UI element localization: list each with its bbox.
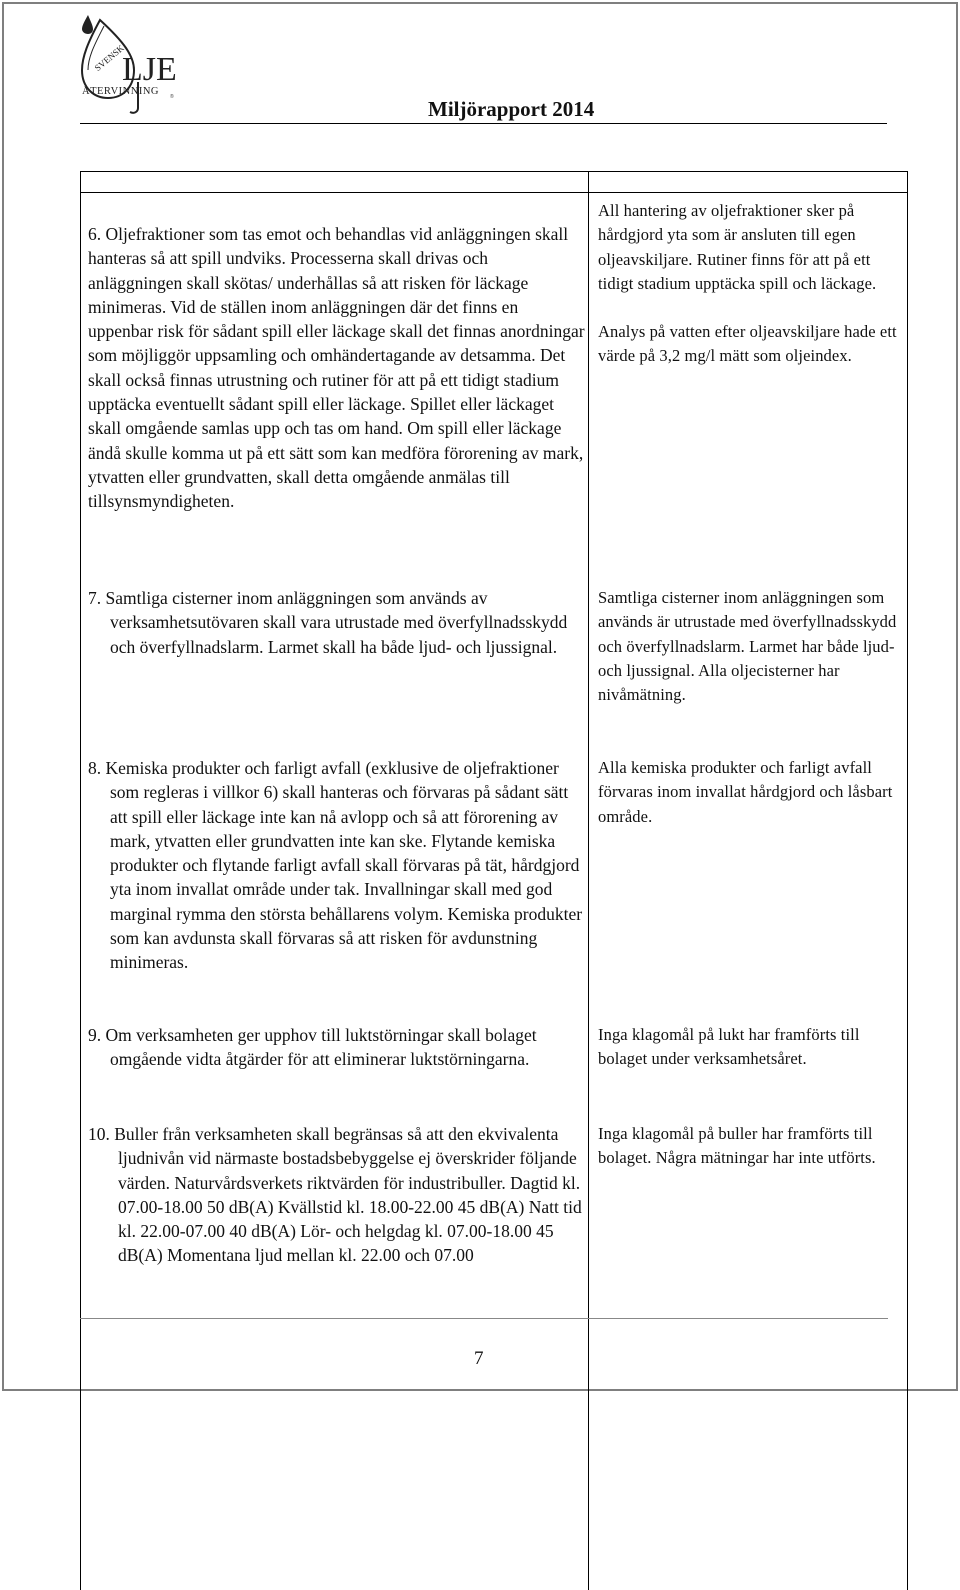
svg-text:LJE: LJE: [122, 51, 177, 88]
report-title: Miljörapport 2014: [428, 97, 595, 121]
compliance-text: Samtliga cisterner inom anläggningen som används är utrustade med överfyllnadsskydd och överfyllnadslarm. Larmet har både ljud- och ljussignal. Alla oljecisterner har nivåmätning.: [598, 588, 897, 705]
svg-text:®: ®: [170, 94, 174, 100]
requirement-text: 7. Samtliga cisterner inom anläggningen som används av verksamhetsutövaren skall vara utrustade med överfyllnadsskydd och överfyllnadslarm. Larmet skall ha både ljud- och ljussignal.: [88, 588, 568, 657]
requirement-text: 10. Buller från verksamheten skall begränsas så att den ekvivalenta ljudnivån vid närmaste bostadsbebyggelse ej överskrider följande värden. Naturvårdsverkets riktvärden för industribuller. Dagtid kl. 07.00-18.00 50 dB(A) Kvällstid kl. 18.00-22.00 45 dB(A) Natt tid kl. 22.00-07.00 40 dB(A) Lör- och helgdag kl. 07.00-18.00 45 dB(A) Momentana ljud mellan kl. 22.00 och 07.00: [88, 1124, 582, 1266]
footer-rule: [80, 1318, 888, 1319]
requirement-text: 6. Oljefraktioner som tas emot och behandlas vid anläggningen skall hanteras så att spill undviks. Processerna skall drivas och anläggningen skall skötas/ underhållas så att risken för läckage minimeras. Vid de ställen inom anläggningen där det finns en uppenbar risk för sådant spill eller läckage skall det finnas anordningar som möjliggör uppsamling och omhändertagande av detsamma. Det skall också finnas utrustning och rutiner för att på ett tidigt stadium upptäcka eventuellt sådant spill eller läckage. Spillet eller läckaget skall omgående samlas upp och tas om hand. Om spill eller läckage ändå skulle komma ut på ett sätt som kan medföra förorening av mark, ytvatten eller grundvatten, skall detta omgående anmälas till tillsynsmyndigheten.: [88, 224, 585, 512]
table-column-divider: [588, 171, 589, 1590]
compliance-paragraph: All hantering av oljefraktioner sker på hårdgjord yta som är ansluten till egen oljeavskiljare. Rutiner finns för att på ett tidigt stadium upptäcka spill och läckage.: [598, 201, 877, 293]
requirement-text: 8. Kemiska produkter och farligt avfall (exklusive de oljefraktioner som regleras i villkor 6) skall hanteras och förvaras på sådant sätt att spill eller läckage inte kan nå avlopp och så att förorening av mark, ytvatten eller grundvatten inte kan ske. Flytande kemiska produkter och flytande farligt avfall skall förvaras på tät, hårdgjord yta inom invallat område under tak. Invallningar skall med god marginal rymma den största behållarens volym. Kemiska produkter som kan avdunsta skall förvaras så att risken för avdunstning minimeras.: [88, 758, 583, 973]
page-number: 7: [474, 1348, 484, 1369]
svg-text:ÅTERVINNING: ÅTERVINNING: [82, 86, 159, 97]
compliance-text: Alla kemiska produkter och farligt avfall förvaras inom invallat hårdgjord och låsbart område.: [598, 758, 893, 826]
svg-text:SVENSK: SVENSK: [92, 42, 126, 73]
table-top-row: [80, 171, 908, 193]
company-logo: [78, 12, 188, 117]
requirement-text: 9. Om verksamheten ger upphov till luktstörningar skall bolaget omgående vidta åtgärder för att eliminerar luktstörningarna.: [88, 1025, 537, 1070]
table-left-border: [80, 171, 81, 1590]
header-rule: [80, 123, 887, 124]
compliance-text: Inga klagomål på lukt har framförts till bolaget under verksamhetsåret.: [598, 1025, 860, 1069]
compliance-paragraph: Analys på vatten efter oljeavskiljare hade ett värde på 3,2 mg/l mätt som oljeindex.: [598, 322, 897, 366]
table-right-border: [907, 171, 908, 1590]
compliance-text: Inga klagomål på buller har framförts till bolaget. Några mätningar har inte utförts.: [598, 1124, 876, 1168]
compliance-text: [598, 199, 898, 393]
